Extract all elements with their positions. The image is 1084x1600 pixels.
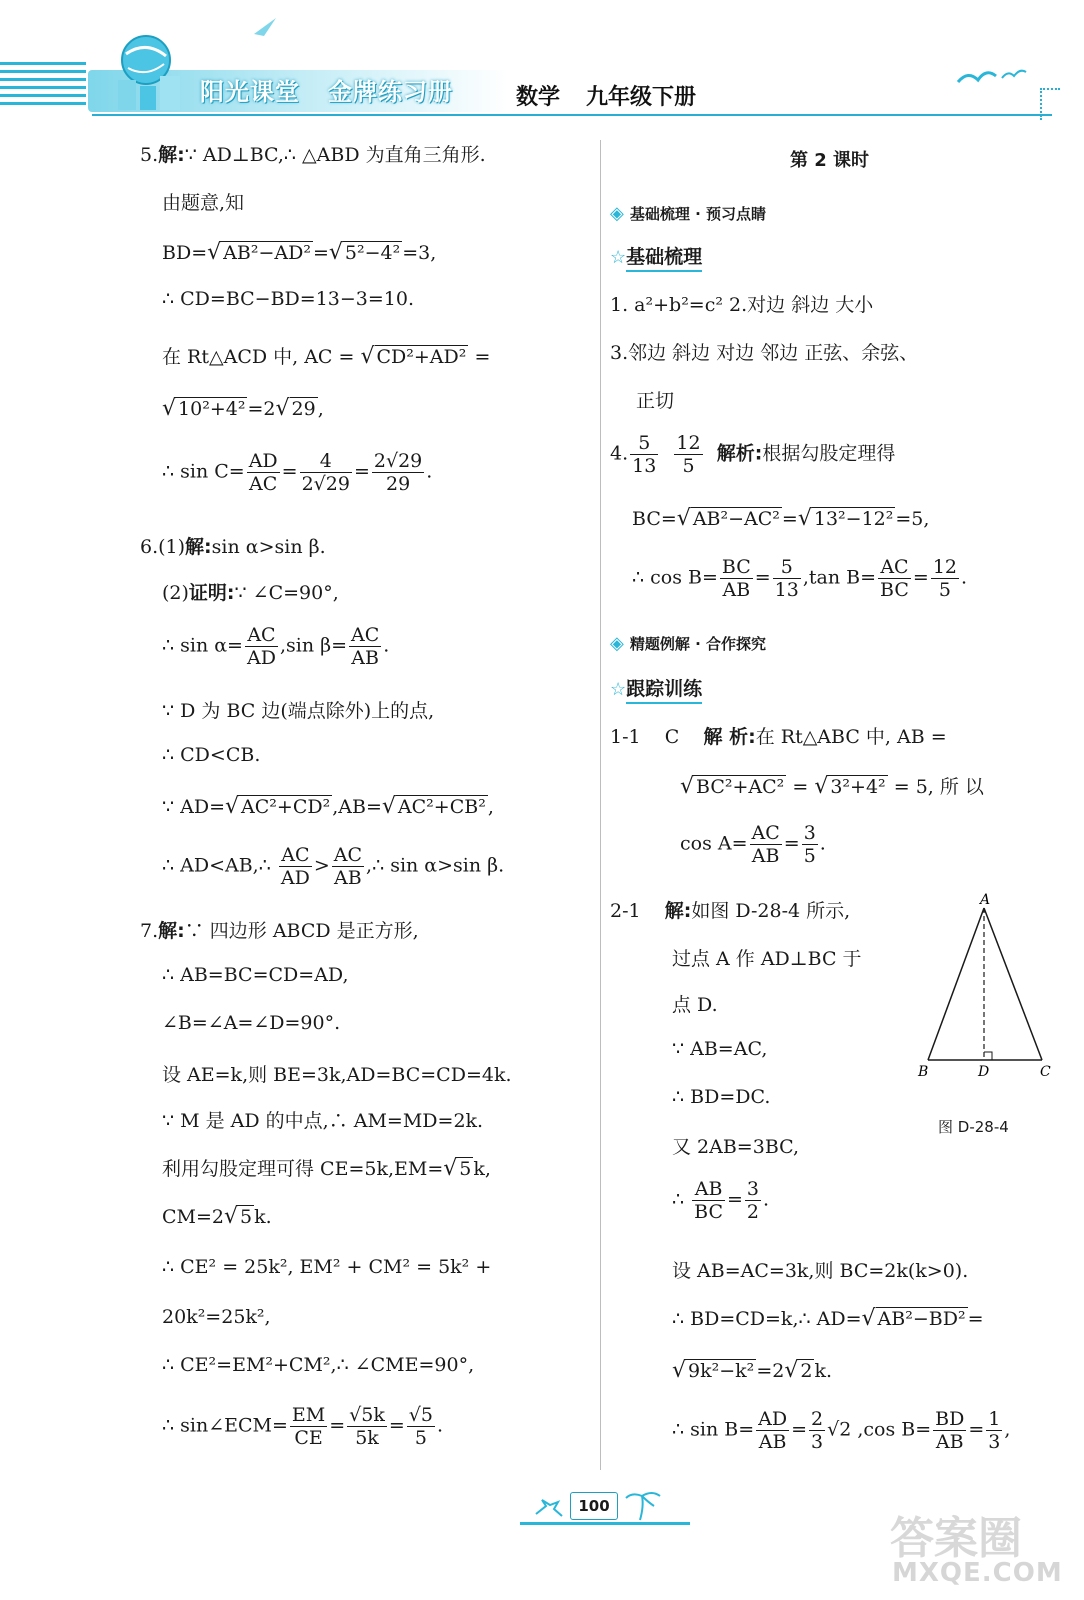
- lesson-title: 第 2 课时: [790, 150, 870, 171]
- greater-than: >: [313, 854, 330, 877]
- fraction: [407, 1404, 435, 1449]
- denominator: AD: [246, 647, 276, 669]
- p7-line-1: [140, 916, 419, 943]
- solve-label: 解:: [664, 900, 692, 922]
- numerator: 5: [630, 432, 658, 455]
- p5-radicand-2: 5²−4²: [344, 242, 401, 264]
- p6-solve-label: 解:: [185, 536, 212, 558]
- subheading-1: [610, 242, 702, 269]
- radical-sign: √: [861, 1306, 876, 1331]
- radicand: 9k²−k²: [688, 1360, 755, 1382]
- numerator: 2√29: [373, 450, 423, 472]
- denominator: 5: [803, 845, 816, 867]
- radical-sign: √: [814, 774, 829, 799]
- p6-part: (2): [162, 582, 189, 604]
- p5-eq-2: =: [474, 346, 491, 368]
- training-2-line-8: 设 AB=AC=3k,则 BC=2k(k>0).: [672, 1260, 969, 1282]
- p5-coef: =2: [247, 398, 276, 420]
- radicand: AB²−BD²: [877, 1308, 966, 1330]
- sin-b: ∴ sin B=: [672, 1418, 755, 1441]
- bd-cd: ∴ BD=CD=k,∴ AD=: [672, 1308, 862, 1330]
- label-a: A: [980, 892, 991, 908]
- radical-sign: √: [328, 240, 343, 265]
- section-heading-1: [610, 202, 766, 224]
- p5-line-3: [162, 240, 436, 265]
- header-stripes: [0, 62, 86, 114]
- p5-ac-text: 在 Rt△ACD 中, AC =: [162, 346, 355, 368]
- p7-line-2: ∴ AB=BC=CD=AD,: [162, 964, 349, 986]
- denominator: 13: [632, 455, 657, 477]
- cos-b: ∴ cos B=: [632, 566, 718, 589]
- label-d: D: [978, 1064, 990, 1080]
- radical-sign: √: [676, 506, 691, 531]
- result: = 5, 所 以: [893, 776, 984, 798]
- p5-result: =3,: [402, 242, 437, 264]
- fraction: [290, 1404, 327, 1449]
- fraction: [802, 822, 818, 867]
- label-b: B: [918, 1064, 929, 1080]
- p5-line-2: 由题意,知: [162, 192, 245, 214]
- training-2-line-10: [672, 1358, 832, 1383]
- denominator: BC: [694, 1201, 723, 1223]
- answer-line-6: ∴ cos B= $\frac{BC}{AB}$ = $\frac{5}{13}$ ,tan B= $\frac{AC}{BC}$ = $\frac{12}{5}$ .: [632, 556, 968, 601]
- p7-sin-ecm: ∴ sin∠ECM=: [162, 1414, 288, 1437]
- starfish-icon: [532, 1496, 566, 1520]
- side-ab: [928, 908, 984, 1060]
- coef: =2: [756, 1360, 785, 1382]
- training-1-line-2: [680, 772, 984, 799]
- answer-line-5: [632, 506, 929, 531]
- section-heading-2: [610, 632, 766, 654]
- fraction: [692, 1178, 725, 1223]
- p6-text: sin α>sin β.: [211, 536, 326, 558]
- diamond-icon: ◈: [610, 203, 624, 224]
- eq: =: [781, 508, 798, 530]
- fraction: [933, 1408, 966, 1453]
- denominator: 13: [774, 579, 799, 601]
- p5-text: ∵ AD⊥BC,∴ △ABD 为直角三角形.: [184, 144, 486, 166]
- p6-ad: ∵ AD=: [162, 796, 226, 818]
- star-icon: ☆: [610, 679, 627, 700]
- fraction: [332, 844, 364, 889]
- p7-k2: k.: [254, 1206, 272, 1228]
- k: k.: [814, 1360, 833, 1382]
- p7-line-7: [162, 1204, 272, 1229]
- denominator: AB: [334, 867, 362, 889]
- denominator: AB: [935, 1431, 964, 1453]
- fraction: [750, 822, 782, 867]
- numerator: √5: [408, 1404, 433, 1426]
- answer-4-number: 4.: [610, 442, 629, 465]
- eq: =: [967, 1308, 984, 1330]
- fraction: [630, 432, 658, 477]
- denominator: 29: [385, 473, 411, 495]
- denominator: AB: [758, 1431, 787, 1453]
- p6-line-1: [140, 532, 326, 559]
- p5-bd: BD=: [162, 242, 208, 264]
- p5-line-5: [162, 342, 490, 369]
- answer-line-3: 3.邻边 斜边 对边 邻边 正弦、余弦、: [610, 342, 919, 364]
- p7-line-6: [162, 1154, 491, 1181]
- fraction: [931, 556, 959, 601]
- period: .: [383, 634, 390, 657]
- period: .: [426, 460, 433, 483]
- training-2-line-5: ∴ BD=DC.: [672, 1086, 771, 1108]
- denominator: 5: [414, 1427, 427, 1449]
- p7-line-10: ∴ CE²=EM²+CM²,∴ ∠CME=90°,: [162, 1354, 475, 1376]
- p5-number: 5.: [140, 144, 159, 166]
- radical-sign: √: [381, 794, 396, 819]
- p5-radicand-5: 29: [291, 398, 316, 420]
- fraction: [349, 624, 381, 669]
- denominator: 5: [682, 455, 695, 477]
- training-answer: C: [664, 726, 680, 748]
- denominator: BC: [880, 579, 909, 601]
- subheading-title: 基础梳理: [626, 246, 702, 272]
- numerator: 3: [746, 1178, 760, 1200]
- section-title: 基础梳理 · 预习点睛: [629, 205, 767, 223]
- comma: ,: [1004, 1418, 1011, 1441]
- analysis-text: 根据勾股定理得: [762, 442, 896, 465]
- denominator: 2√29: [301, 473, 350, 495]
- training-2-line-6: 又 2AB=3BC,: [672, 1136, 800, 1158]
- numerator: 12: [932, 556, 957, 578]
- brand-name-b: 金牌练习册: [328, 78, 453, 106]
- tan-b: ,tan B=: [802, 566, 877, 589]
- footer-wave: [520, 1522, 690, 1525]
- watermark-cn: 答案圈: [890, 1513, 1022, 1564]
- denominator: 3: [988, 1431, 1001, 1453]
- denominator: AC: [249, 473, 278, 495]
- p5-solve-label: 解:: [158, 144, 185, 166]
- p7-line-3: ∠B=∠A=∠D=90°.: [162, 1012, 341, 1034]
- p6-ab: ,AB=: [332, 796, 382, 818]
- answer-line-3b: 正切: [636, 390, 675, 412]
- numerator: 1: [988, 1408, 1001, 1430]
- p6-sin-a: ∴ sin α=: [162, 634, 243, 657]
- page-footer: [520, 1488, 680, 1528]
- triangle-figure: [908, 890, 1058, 1080]
- radicand: 13²−12²: [813, 508, 894, 530]
- numerator: BC: [721, 556, 751, 578]
- denominator: 3: [811, 1431, 824, 1453]
- training-2-line-2: 过点 A 作 AD⊥BC 于: [672, 948, 862, 970]
- side-ac: [984, 908, 1042, 1060]
- fraction: [986, 1408, 1002, 1453]
- numerator: 4: [300, 450, 352, 473]
- training-2-line-11: ∴ sin B= $\frac{AD}{AB}$ = $\frac{2}{3}$ √2 ,cos B= $\frac{BD}{AB}$ = $\frac{1}{3}$ ,: [672, 1408, 1011, 1453]
- radical-sign: √: [360, 344, 375, 369]
- training-1-line-3: cos A= $\frac{AC}{AB}$ = $\frac{3}{5}$ .: [680, 822, 826, 867]
- right-angle-mark: [984, 1052, 992, 1060]
- denominator: 5k: [355, 1427, 379, 1449]
- radicand: AC²+CD²: [241, 796, 331, 818]
- palm-tree-icon: [624, 1488, 664, 1522]
- p7-line-8: ∴ CE² = 25k², EM² + CM² = 5k² +: [162, 1256, 492, 1278]
- label-c: C: [1040, 1064, 1051, 1080]
- numerator: AC: [245, 624, 278, 647]
- p7-k: k,: [473, 1158, 491, 1180]
- training-text: 如图 D-28-4 所示,: [691, 900, 851, 922]
- numerator: AD: [248, 450, 278, 472]
- radical-sign: √: [224, 1204, 239, 1229]
- sparkle-icon: [250, 14, 280, 40]
- brand-title: [200, 72, 481, 107]
- analysis-label: 解 析:: [703, 726, 756, 748]
- radical-sign: √: [797, 506, 812, 531]
- training-number: 2-1: [610, 900, 641, 922]
- cos-b: √2 ,cos B=: [827, 1418, 932, 1441]
- p5-eq: =: [312, 242, 329, 264]
- fraction: [372, 450, 424, 495]
- fraction: [756, 1408, 789, 1453]
- radical-sign: √: [784, 1358, 799, 1383]
- training-1-line-1: [610, 722, 1054, 749]
- numerator: AB: [692, 1178, 725, 1201]
- denominator: 5: [938, 579, 951, 601]
- p7-solve-label: 解:: [158, 920, 185, 942]
- numerator: √5k: [349, 1404, 385, 1426]
- radicand: AB²−AC²: [692, 508, 780, 530]
- subject-name: 数学: [516, 85, 561, 110]
- denominator: CE: [294, 1427, 323, 1449]
- bc-eq: BC=: [632, 508, 677, 530]
- fraction: [674, 432, 702, 477]
- numerator: BD: [935, 1408, 965, 1430]
- numerator: AC: [751, 822, 780, 844]
- p5-comma: ,: [317, 398, 324, 420]
- denominator: 2: [746, 1201, 760, 1223]
- header-rule: [92, 114, 1052, 116]
- numerator: AC: [878, 556, 911, 579]
- numerator: 3: [803, 822, 816, 844]
- p7-line-11: ∴ sin∠ECM= $\frac{EM}{CE}$ = $\frac{√5k}{5k}$ = $\frac{√5}{5}$ .: [162, 1404, 444, 1449]
- denominator: AD: [280, 867, 310, 889]
- cos-a: cos A=: [680, 832, 748, 855]
- denominator: AB: [351, 647, 379, 669]
- page-number: 100: [570, 1492, 618, 1520]
- globe-logo-icon: [104, 30, 194, 114]
- answer-line-4: [610, 432, 895, 477]
- p7-line-4: 设 AE=k,则 BE=3k,AD=BC=CD=4k.: [162, 1064, 512, 1086]
- p5-line-7: ∴ sin C= $\frac{AD}{AC}$ = $\frac{4}{2√29}$ = $\frac{2√29}{29}$ .: [162, 450, 433, 495]
- p6-final: ,∴ sin α>sin β.: [366, 854, 505, 877]
- section-title: 精题例解 · 合作探究: [629, 635, 767, 653]
- p6-given: ∵ ∠C=90°,: [234, 582, 339, 604]
- numerator: EM: [291, 1404, 326, 1426]
- p6-line-4: ∵ D 为 BC 边(端点除外)上的点,: [162, 700, 435, 722]
- result: =5,: [895, 508, 930, 530]
- fraction: [279, 844, 312, 889]
- figure-caption: 图 D-28-4: [938, 1118, 1009, 1136]
- column-divider: [600, 140, 601, 1470]
- training-2-line-4: ∵ AB=AC,: [672, 1038, 768, 1060]
- page-header: [0, 0, 1084, 120]
- p7-line-9: 20k²=25k²,: [162, 1306, 271, 1328]
- left-column: [140, 136, 590, 1476]
- p6-line-2: [162, 578, 339, 605]
- p5-line-6: [162, 396, 324, 421]
- fraction: [245, 624, 278, 669]
- eq: =: [792, 776, 809, 798]
- comma: ,: [487, 796, 494, 818]
- fraction: [300, 450, 352, 495]
- p5-radicand-3: CD²+AD²: [376, 346, 467, 368]
- p5-sin-c: ∴ sin C=: [162, 460, 245, 483]
- radical-sign: √: [225, 794, 240, 819]
- training-2-line-9: [672, 1306, 984, 1331]
- period: .: [819, 832, 826, 855]
- radicand: 5: [459, 1158, 472, 1180]
- radical-sign: √: [443, 1156, 458, 1181]
- p7-number: 7.: [140, 920, 159, 942]
- period: .: [961, 566, 968, 589]
- right-column: [610, 136, 1060, 1476]
- p6-proof-label: 证明:: [188, 582, 235, 604]
- fraction: [878, 556, 911, 601]
- p6-line-6: [162, 794, 494, 819]
- numerator: 2: [811, 1408, 824, 1430]
- watermark: [872, 1500, 1072, 1596]
- fraction: [347, 1404, 387, 1449]
- subject-title: [516, 80, 722, 111]
- radical-sign: √: [207, 240, 222, 265]
- radicand: 3²+4²: [830, 776, 886, 798]
- p6-number: 6.(1): [140, 536, 186, 558]
- diamond-icon: ◈: [610, 633, 624, 654]
- eq: =: [727, 1188, 743, 1211]
- p5-radicand-1: AB²−AD²: [223, 242, 311, 264]
- answer-line-1: 1. a²+b²=c² 2.对边 斜边 大小: [610, 294, 874, 316]
- numerator: AC: [279, 844, 312, 867]
- therefore: ∴: [672, 1188, 685, 1211]
- numerator: 12: [676, 432, 701, 454]
- brand-name-a: 阳光课堂: [200, 78, 300, 106]
- p7-cm: CM=2: [162, 1206, 225, 1228]
- radicand: 5: [240, 1206, 253, 1228]
- watermark-en: MXQE.COM: [892, 1558, 1063, 1588]
- radicand: AC²+CB²: [397, 796, 486, 818]
- p7-line-5: ∵ M 是 AD 的中点,∴ AM=MD=2k.: [162, 1110, 484, 1132]
- training-2-line-7: [672, 1178, 769, 1223]
- numerator: 5: [773, 556, 801, 579]
- radicand: BC²+AC²: [696, 776, 785, 798]
- p7-pyth: 利用勾股定理可得 CE=5k,EM=: [162, 1158, 444, 1180]
- fraction: [720, 556, 753, 601]
- fraction: [773, 556, 801, 601]
- subheading-title: 跟踪训练: [626, 678, 702, 704]
- fraction: [809, 1408, 825, 1453]
- training-text: 在 Rt△ABC 中, AB =: [755, 726, 947, 748]
- birds-icon: [950, 60, 1030, 90]
- training-2-line-1: [610, 896, 850, 923]
- training-2-line-3: 点 D.: [672, 994, 718, 1016]
- radical-sign: √: [275, 396, 290, 421]
- p5-line-1: [140, 140, 486, 167]
- radicand: 2: [800, 1360, 813, 1382]
- p6-line-3: [162, 624, 389, 669]
- analysis-label: 解析:: [716, 442, 763, 465]
- training-number: 1-1: [610, 726, 641, 748]
- p6-conclude: ∴ AD<AB,∴: [162, 854, 271, 877]
- numerator: AC: [333, 844, 363, 866]
- radical-sign: √: [680, 774, 695, 799]
- grade-name: 九年级下册: [586, 85, 697, 110]
- p5-line-4: ∴ CD=BC−BD=13−3=10.: [162, 288, 415, 310]
- p7-text: ∵ 四边形 ABCD 是正方形,: [184, 920, 419, 942]
- header-dots: [1040, 88, 1060, 120]
- p6-line-5: ∴ CD<CB.: [162, 744, 261, 766]
- subheading-2: [610, 674, 702, 701]
- radical-sign: √: [162, 396, 177, 421]
- p6-line-7: [162, 844, 504, 889]
- p5-radicand-4: 10²+4²: [178, 398, 246, 420]
- denominator: AB: [722, 579, 751, 601]
- star-icon: ☆: [610, 247, 627, 268]
- period: .: [763, 1188, 770, 1211]
- p6-sin-b: ,sin β=: [279, 634, 348, 657]
- denominator: AB: [751, 845, 780, 867]
- numerator: AC: [351, 624, 380, 646]
- radical-sign: √: [672, 1358, 687, 1383]
- period: .: [437, 1414, 444, 1437]
- fraction: [745, 1178, 761, 1223]
- fraction: [247, 450, 280, 495]
- numerator: AD: [758, 1408, 788, 1430]
